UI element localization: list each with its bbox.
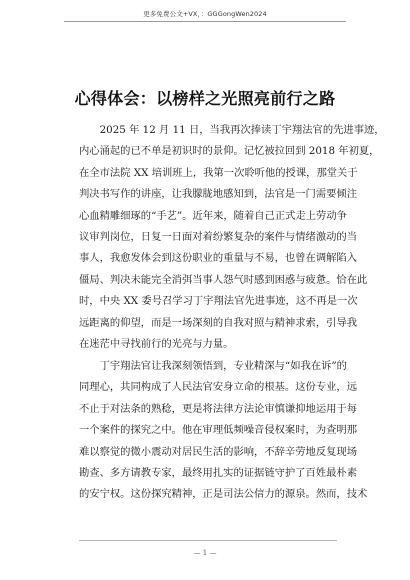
- paragraph-line: 不止于对法条的熟稔，更是将法律方法论审慎谦抑地运用于每: [79, 402, 358, 415]
- header-text: 更多免费公文+VX，：GGGongWen2024: [143, 10, 267, 18]
- paragraph-line: 丁宇翔法官让我深刻领悟到，专业精深与“如我在诉”的: [79, 360, 347, 372]
- paragraph-1: [79, 120, 385, 355]
- paragraph-line: 心血精雕细琢的“手艺”。近年来，随着自己正式走上劳动争: [79, 209, 347, 222]
- paragraph-line: 议审判岗位，日复一日面对着纷繁复杂的案件与情绪激动的当: [79, 230, 358, 243]
- document-title: 心得体会：以榜样之光照亮前行之路: [74, 89, 336, 108]
- paragraph-2: [79, 356, 368, 506]
- paragraph-line: 时，中央 XX 委号召学习丁宇翔法官先进事迹，这不再是一次: [79, 295, 358, 308]
- paragraph-line: 事人，我愈发体会到这份职业的重量与不易，也曾在调解陷入: [79, 252, 358, 265]
- header-divider: [64, 21, 346, 22]
- paragraph-line: 内心涌起的已不单是初识时的景仰。记忆被拉回到 2018 年初夏，: [79, 145, 380, 158]
- paragraph-line: 僵局、判决未能完全消弭当事人怨气时感到困惑与疲惫。恰在此: [79, 273, 368, 286]
- footer-divider: [79, 540, 337, 541]
- paragraph-line: 一个案件的探究之中。他在审理低频噪音侵权案时，为查明那: [79, 424, 358, 437]
- paragraph-line: 远距离的仰望，而是一场深刻的自我对照与精神求索，引导我: [79, 316, 358, 329]
- paragraph-line: 的安宁权。这份探究精神，正是司法公信力的源泉。然而，技术: [79, 488, 368, 501]
- page-number: — 1 —: [193, 549, 217, 557]
- paragraph-line: 难以察觉的微小震动对居民生活的影响，不辞辛劳地反复现场: [79, 445, 358, 458]
- paragraph-line: 同理心，共同构成了人民法官安身立命的根基。这份专业，远: [79, 381, 358, 394]
- paragraph-line: 判决书写作的讲座，让我朦胧地感知到，法官是一门需要倾注: [79, 188, 358, 201]
- paragraph-line: 在全市法院 XX 培训班上，我第一次聆听他的授课，那堂关于: [79, 166, 358, 179]
- paragraph-line: 2025 年 12 月 11 日，当我再次捧读丁宇翔法官的先进事迹，: [79, 124, 385, 136]
- paragraph-line: 在迷茫中寻找前行的光亮与力量。: [79, 337, 234, 350]
- paragraph-line: 勘查、多方请教专家，最终用扎实的证据链守护了百姓最朴素: [79, 466, 358, 479]
